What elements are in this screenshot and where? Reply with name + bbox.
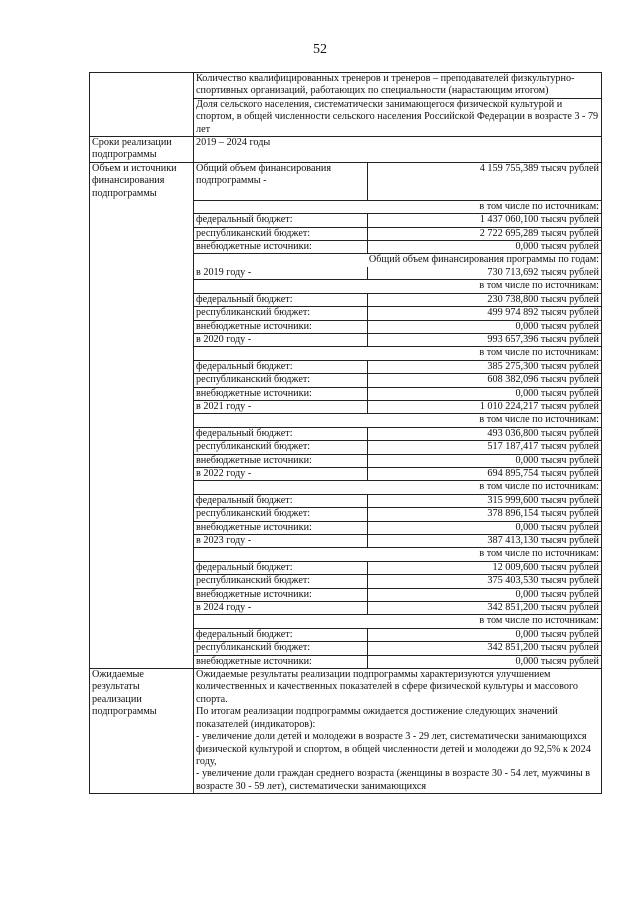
year-sources-header-row	[194, 347, 601, 360]
republic-label: республиканский бюджет:	[194, 575, 367, 588]
terms-row	[90, 137, 602, 163]
year-federal-row	[194, 360, 601, 373]
year-sources-header-row	[194, 414, 601, 427]
year-extra-row	[194, 655, 601, 668]
year-extra-row	[194, 387, 601, 400]
years-header: Общий объем финансирования программы по годам:	[194, 254, 601, 267]
total-extra-row	[194, 241, 601, 254]
year-sources-header: в том числе по источникам:	[194, 615, 601, 628]
year-republic-row	[194, 307, 601, 320]
year-extra-value: 0,000 тысяч рублей	[367, 454, 601, 467]
sources-header-row	[194, 200, 601, 213]
year-federal-value: 230 738,800 тысяч рублей	[367, 293, 601, 306]
federal-label: федеральный бюджет:	[194, 360, 367, 373]
year-federal-value: 385 275,300 тысяч рублей	[367, 360, 601, 373]
year-total-value: 342 851,200 тысяч рублей	[367, 602, 601, 615]
year-republic-value: 342 851,200 тысяч рублей	[367, 642, 601, 655]
year-label: в 2021 году -	[194, 400, 367, 413]
total-republic-row	[194, 227, 601, 240]
federal-label: федеральный бюджет:	[194, 628, 367, 641]
results-label: Ожидаемые результаты реализации подпрограммы	[90, 669, 194, 794]
year-federal-value: 12 009,600 тысяч рублей	[367, 561, 601, 574]
year-total-row	[194, 467, 601, 480]
year-total-row	[194, 400, 601, 413]
terms-value: 2019 – 2024 годы	[194, 137, 602, 163]
year-sources-header: в том числе по источникам:	[194, 414, 601, 427]
federal-label: федеральный бюджет:	[194, 214, 367, 227]
finance-total-label: Общий объем финансирования подпрограммы -	[194, 163, 367, 201]
year-republic-value: 378 896,154 тысяч рублей	[367, 508, 601, 521]
year-extra-value: 0,000 тысяч рублей	[367, 655, 601, 668]
year-sources-header: в том числе по источникам:	[194, 481, 601, 494]
targets-label-cell	[90, 73, 194, 137]
indicator-trainers: Количество квалифицированных тренеров и тренеров – преподавателей физкультурно-спортивных организаций, работающих по специальности (нарастающим итогом)	[196, 73, 575, 97]
year-federal-value: 315 999,600 тысяч рублей	[367, 494, 601, 507]
targets-value-cell	[194, 73, 602, 137]
total-republic-value: 2 722 695,289 тысяч рублей	[367, 227, 601, 240]
federal-label: федеральный бюджет:	[194, 561, 367, 574]
year-federal-row	[194, 293, 601, 306]
year-republic-value: 499 974 892 тысяч рублей	[367, 307, 601, 320]
year-sources-header-row	[194, 280, 601, 293]
years-header-row	[194, 254, 601, 267]
results-p2: По итогам реализации подпрограммы ожидается достижение следующих значений показателей (индикаторов):	[196, 706, 558, 730]
year-extra-value: 0,000 тысяч рублей	[367, 387, 601, 400]
year-federal-row	[194, 494, 601, 507]
year-extra-row	[194, 521, 601, 534]
year-sources-header: в том числе по источникам:	[194, 548, 601, 561]
year-total-row	[194, 267, 601, 280]
year-label: в 2024 году -	[194, 602, 367, 615]
year-total-row	[194, 602, 601, 615]
year-label: в 2023 году -	[194, 535, 367, 548]
total-extra-value: 0,000 тысяч рублей	[367, 241, 601, 254]
finance-table	[194, 163, 601, 668]
year-federal-row	[194, 628, 601, 641]
republic-label: республиканский бюджет:	[194, 374, 367, 387]
year-extra-value: 0,000 тысяч рублей	[367, 320, 601, 333]
year-federal-row	[194, 561, 601, 574]
extra-label: внебюджетные источники:	[194, 521, 367, 534]
finance-row	[90, 162, 602, 668]
year-federal-value: 493 036,800 тысяч рублей	[367, 427, 601, 440]
year-sources-header-row	[194, 548, 601, 561]
finance-label: Объем и источники финансирования подпрограммы	[90, 162, 194, 668]
terms-label: Сроки реализации подпрограммы	[90, 137, 194, 163]
total-federal-row	[194, 214, 601, 227]
year-label: в 2022 году -	[194, 467, 367, 480]
year-total-value: 993 657,396 тысяч рублей	[367, 333, 601, 346]
year-federal-row	[194, 427, 601, 440]
year-extra-value: 0,000 тысяч рублей	[367, 521, 601, 534]
extra-label: внебюджетные источники:	[194, 588, 367, 601]
year-republic-row	[194, 374, 601, 387]
year-sources-header: в том числе по источникам:	[194, 280, 601, 293]
year-extra-row	[194, 588, 601, 601]
results-p3: - увеличение доли детей и молодежи в возрасте 3 - 29 лет, систематически занимающихся физической культурой и спортом, в общей численности детей и молодежи до 92,5% к 2024 году,	[196, 731, 591, 767]
extra-label: внебюджетные источники:	[194, 454, 367, 467]
republic-label: республиканский бюджет:	[194, 307, 367, 320]
federal-label: федеральный бюджет:	[194, 293, 367, 306]
sources-header: в том числе по источникам:	[194, 200, 601, 213]
passport-table	[89, 72, 602, 794]
results-p1: Ожидаемые результаты реализации подпрограммы характеризуются улучшением количественных и качественных показателей в сфере физической культуры и массового спорта.	[196, 669, 578, 705]
extra-label: внебюджетные источники:	[194, 387, 367, 400]
year-extra-row	[194, 320, 601, 333]
year-federal-value: 0,000 тысяч рублей	[367, 628, 601, 641]
year-total-value: 694 895,754 тысяч рублей	[367, 467, 601, 480]
year-extra-value: 0,000 тысяч рублей	[367, 588, 601, 601]
finance-total-row	[194, 163, 601, 201]
extra-label: внебюджетные источники:	[194, 655, 367, 668]
finance-total-value: 4 159 755,389 тысяч рублей	[367, 163, 601, 201]
year-republic-row	[194, 642, 601, 655]
year-republic-row	[194, 441, 601, 454]
republic-label: республиканский бюджет:	[194, 642, 367, 655]
year-label: в 2020 году -	[194, 333, 367, 346]
republic-label: республиканский бюджет:	[194, 508, 367, 521]
total-federal-value: 1 437 060,100 тысяч рублей	[367, 214, 601, 227]
year-republic-value: 375 403,530 тысяч рублей	[367, 575, 601, 588]
federal-label: федеральный бюджет:	[194, 494, 367, 507]
year-total-value: 1 010 224,217 тысяч рублей	[367, 400, 601, 413]
republic-label: республиканский бюджет:	[194, 227, 367, 240]
year-sources-header: в том числе по источникам:	[194, 347, 601, 360]
year-republic-row	[194, 508, 601, 521]
republic-label: республиканский бюджет:	[194, 441, 367, 454]
year-label: в 2019 году -	[194, 267, 367, 280]
year-rows	[194, 267, 601, 668]
year-sources-header-row	[194, 615, 601, 628]
year-republic-value: 517 187,417 тысяч рублей	[367, 441, 601, 454]
targets-row	[90, 73, 602, 137]
results-p4: - увеличение доли граждан среднего возраста (женщины в возрасте 30 - 54 лет, мужчины в возрасте 30 - 59 лет), систематически занимающихся	[196, 768, 591, 792]
year-sources-header-row	[194, 481, 601, 494]
federal-label: федеральный бюджет:	[194, 427, 367, 440]
extra-label: внебюджетные источники:	[194, 320, 367, 333]
year-total-row	[194, 535, 601, 548]
year-total-value: 730 713,692 тысяч рублей	[367, 267, 601, 280]
year-republic-value: 608 382,096 тысяч рублей	[367, 374, 601, 387]
indicator-rural: Доля сельского населения, систематически занимающегося физической культурой и спортом, в общей численности сельского населения Российской Федерации в возрасте 3 - 79 лет	[196, 98, 599, 135]
results-row	[90, 669, 602, 794]
results-value	[194, 669, 602, 794]
extra-label: внебюджетные источники:	[194, 241, 367, 254]
year-extra-row	[194, 454, 601, 467]
year-total-value: 387 413,130 тысяч рублей	[367, 535, 601, 548]
year-republic-row	[194, 575, 601, 588]
finance-cell	[194, 162, 602, 668]
year-total-row	[194, 333, 601, 346]
page-number: 52	[313, 42, 327, 57]
